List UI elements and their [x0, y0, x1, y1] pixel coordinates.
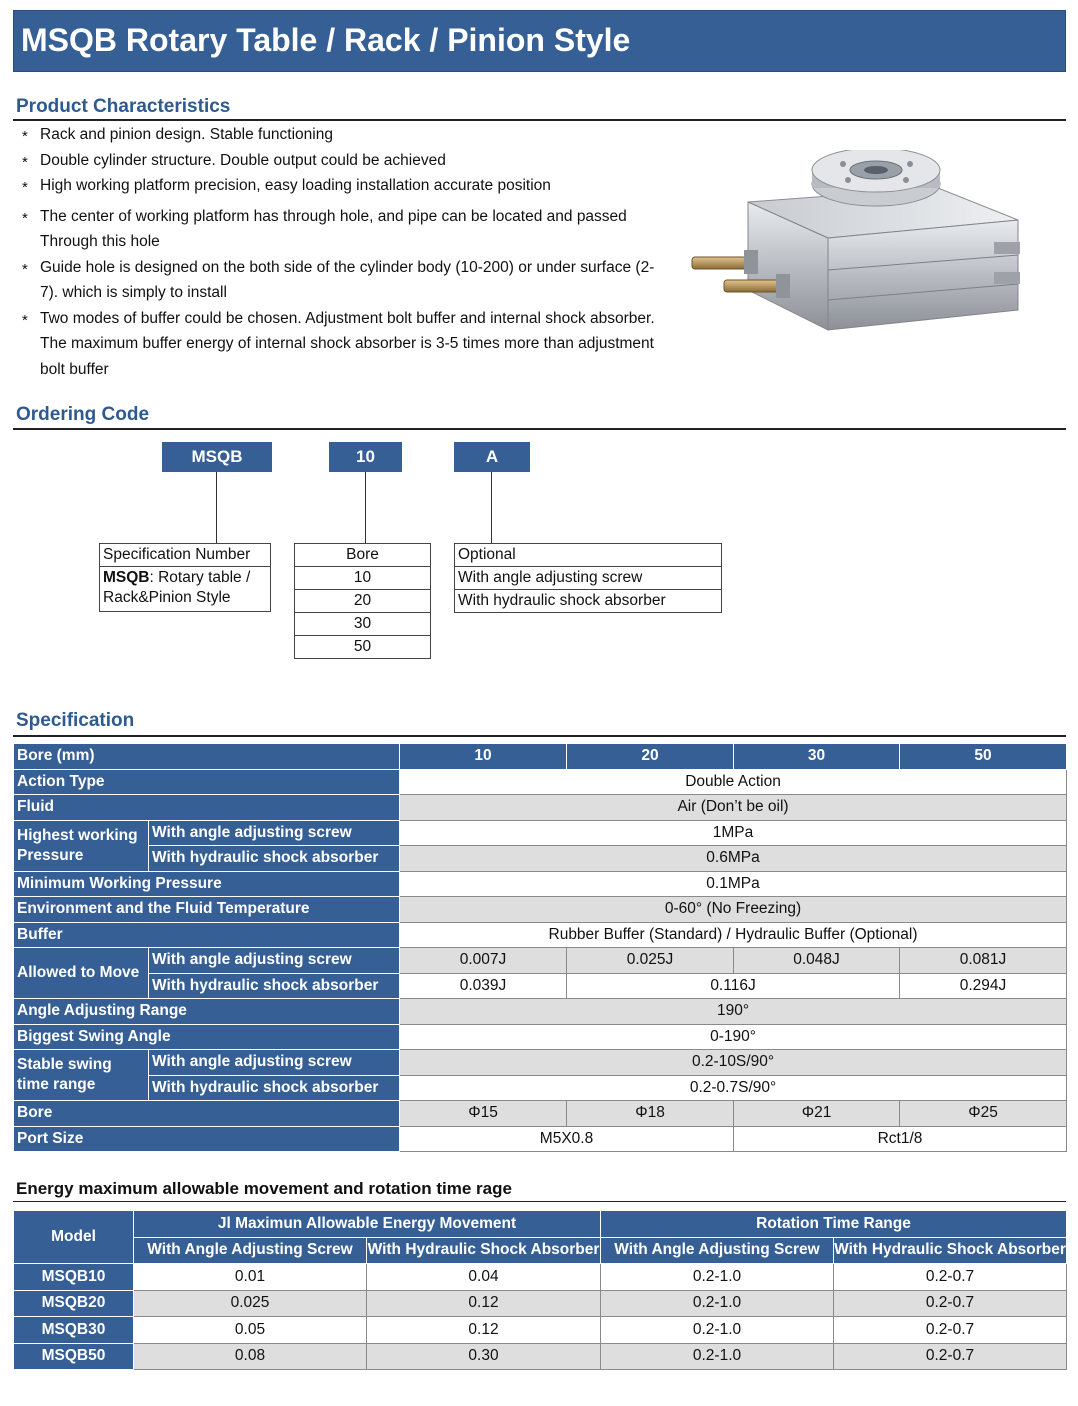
energy-title: Energy maximum allowable movement and rotation time rage — [16, 1179, 512, 1198]
spec-number-line2: Rack&Pinion Style — [103, 589, 231, 606]
spec-value: Φ21 — [734, 1101, 900, 1127]
energy-table — [13, 1210, 1067, 1370]
spec-label: Stable swing time range — [14, 1050, 149, 1101]
characteristic-item: * The center of working platform has through hole, and pipe can be located and passed Through this hole — [18, 204, 658, 255]
spec-sublabel: With hydraulic shock absorber — [149, 973, 400, 999]
spec-label: Port Size — [14, 1126, 400, 1152]
spec-sublabel: With angle adjusting screw — [149, 948, 400, 974]
spec-value: Φ18 — [567, 1101, 734, 1127]
characteristic-item: * Rack and pinion design. Stable functioning — [18, 122, 658, 148]
bore-option: 20 — [295, 590, 431, 613]
model-cell: MSQB10 — [14, 1264, 134, 1291]
characteristic-item: * Double cylinder structure. Double output could be achieved — [18, 148, 658, 174]
table-cell: 0.2-0.7 — [834, 1317, 1067, 1344]
characteristic-item: * Guide hole is designed on the both side of the cylinder body (10-200) or under surface (2-7). which is simply to install — [18, 255, 658, 306]
spec-label: Biggest Swing Angle — [14, 1024, 400, 1050]
optional-header: Optional — [455, 544, 722, 567]
characteristic-item: * High working platform precision, easy loading installation accurate position — [18, 173, 658, 199]
model-cell: MSQB20 — [14, 1290, 134, 1317]
table-cell: 0.12 — [367, 1290, 601, 1317]
spec-value: Double Action — [400, 769, 1067, 795]
spec-label: Angle Adjusting Range — [14, 999, 400, 1025]
spec-value: 0.007J — [400, 948, 567, 974]
table-cell: 0.2-1.0 — [601, 1264, 834, 1291]
page-banner — [13, 10, 1066, 72]
spec-value: Φ25 — [900, 1101, 1067, 1127]
spec-value: 0-60° (No Freezing) — [400, 897, 1067, 923]
spec-value: 0-190° — [400, 1024, 1067, 1050]
spec-sublabel: With hydraulic shock absorber — [149, 1075, 400, 1101]
spec-sublabel: With angle adjusting screw — [149, 1050, 400, 1076]
spec-value: 0.116J — [567, 973, 900, 999]
section-divider — [13, 1201, 1066, 1202]
specification-table — [13, 743, 1067, 1152]
spec-value: 0.081J — [900, 948, 1067, 974]
characteristic-item: * Two modes of buffer could be chosen. Adjustment bolt buffer and internal shock absorber. The maximum buffer energy of internal shock absorber is 3-5 times more than adjustment bolt buffer — [18, 306, 658, 383]
table-row — [14, 1290, 1067, 1317]
spec-value: Rubber Buffer (Standard) / Hydraulic Buffer (Optional) — [400, 922, 1067, 948]
spec-value: 190° — [400, 999, 1067, 1025]
spec-label: Buffer — [14, 922, 400, 948]
optional-table — [454, 543, 722, 613]
spec-value: 1MPa — [400, 820, 1067, 846]
energy-col-header: With Angle Adjusting Screw — [601, 1237, 834, 1264]
table-cell: 0.2-1.0 — [601, 1343, 834, 1370]
spec-number-rest: : Rotary table / — [149, 569, 251, 586]
table-cell: 0.30 — [367, 1343, 601, 1370]
code-option: A — [454, 442, 530, 472]
code-bore: 10 — [329, 442, 402, 472]
table-cell: 0.08 — [134, 1343, 367, 1370]
bore-col-header: 30 — [734, 744, 900, 770]
spec-value: 0.6MPa — [400, 846, 1067, 872]
section-divider — [13, 119, 1066, 121]
energy-col-header: With Hydraulic Shock Absorber — [834, 1237, 1067, 1264]
section-divider — [13, 735, 1066, 737]
connector-line — [491, 472, 492, 544]
table-cell: 0.04 — [367, 1264, 601, 1291]
spec-sublabel: With angle adjusting screw — [149, 820, 400, 846]
model-header: Model — [14, 1211, 134, 1264]
rotation-group-header: Rotation Time Range — [601, 1211, 1067, 1238]
spec-value: 0.2-0.7S/90° — [400, 1075, 1067, 1101]
bore-col-header: 50 — [900, 744, 1067, 770]
spec-label: Bore — [14, 1101, 400, 1127]
table-cell: 0.2-0.7 — [834, 1264, 1067, 1291]
spec-value: Rct1/8 — [734, 1126, 1067, 1152]
energy-col-header: With Angle Adjusting Screw — [134, 1237, 367, 1264]
table-cell: 0.025 — [134, 1290, 367, 1317]
table-cell: 0.2-1.0 — [601, 1317, 834, 1344]
characteristics-list — [18, 122, 658, 382]
bore-col-header: 20 — [567, 744, 734, 770]
section-divider — [13, 428, 1066, 430]
spec-number-bold: MSQB — [103, 569, 150, 586]
spec-number-desc — [100, 567, 271, 612]
spec-label: Environment and the Fluid Temperature — [14, 897, 400, 923]
table-cell: 0.2-1.0 — [601, 1290, 834, 1317]
bore-option: 10 — [295, 567, 431, 590]
table-row — [14, 1317, 1067, 1344]
bore-option: 50 — [295, 636, 431, 659]
spec-number-table — [99, 543, 271, 612]
bore-table — [294, 543, 431, 659]
spec-label: Bore (mm) — [14, 744, 400, 770]
optional-item: With hydraulic shock absorber — [455, 590, 722, 613]
table-row — [14, 1343, 1067, 1370]
bore-col-header: 10 — [400, 744, 567, 770]
energy-col-header: With Hydraulic Shock Absorber — [367, 1237, 601, 1264]
spec-value: 0.025J — [567, 948, 734, 974]
spec-value: 0.2-10S/90° — [400, 1050, 1067, 1076]
code-model: MSQB — [162, 442, 272, 472]
spec-value: M5X0.8 — [400, 1126, 734, 1152]
table-row — [14, 1264, 1067, 1291]
table-cell: 0.05 — [134, 1317, 367, 1344]
spec-label: Action Type — [14, 769, 400, 795]
bore-option: 30 — [295, 613, 431, 636]
spec-label: Minimum Working Pressure — [14, 871, 400, 897]
table-cell: 0.2-0.7 — [834, 1290, 1067, 1317]
characteristics-title: Product Characteristics — [16, 96, 231, 117]
spec-value: 0.039J — [400, 973, 567, 999]
spec-sublabel: With hydraulic shock absorber — [149, 846, 400, 872]
spec-value: 0.294J — [900, 973, 1067, 999]
connector-line — [216, 472, 217, 544]
energy-group-header: Jl Maximun Allowable Energy Movement — [134, 1211, 601, 1238]
table-cell: 0.12 — [367, 1317, 601, 1344]
table-cell: 0.2-0.7 — [834, 1343, 1067, 1370]
spec-number-header: Specification Number — [100, 544, 271, 567]
optional-item: With angle adjusting screw — [455, 567, 722, 590]
spec-value: 0.048J — [734, 948, 900, 974]
specification-title: Specification — [16, 710, 135, 731]
ordering-title: Ordering Code — [16, 404, 150, 425]
spec-label: Highest working Pressure — [14, 820, 149, 871]
product-image — [688, 150, 1028, 350]
page-title: MSQB Rotary Table / Rack / Pinion Style — [21, 22, 631, 58]
connector-line — [365, 472, 366, 544]
table-cell: 0.01 — [134, 1264, 367, 1291]
spec-value: 0.1MPa — [400, 871, 1067, 897]
model-cell: MSQB30 — [14, 1317, 134, 1344]
spec-label: Fluid — [14, 795, 400, 821]
bore-header: Bore — [295, 544, 431, 567]
model-cell: MSQB50 — [14, 1343, 134, 1370]
spec-value: Air (Don’t be oil) — [400, 795, 1067, 821]
spec-value: Φ15 — [400, 1101, 567, 1127]
spec-label: Allowed to Move — [14, 948, 149, 999]
